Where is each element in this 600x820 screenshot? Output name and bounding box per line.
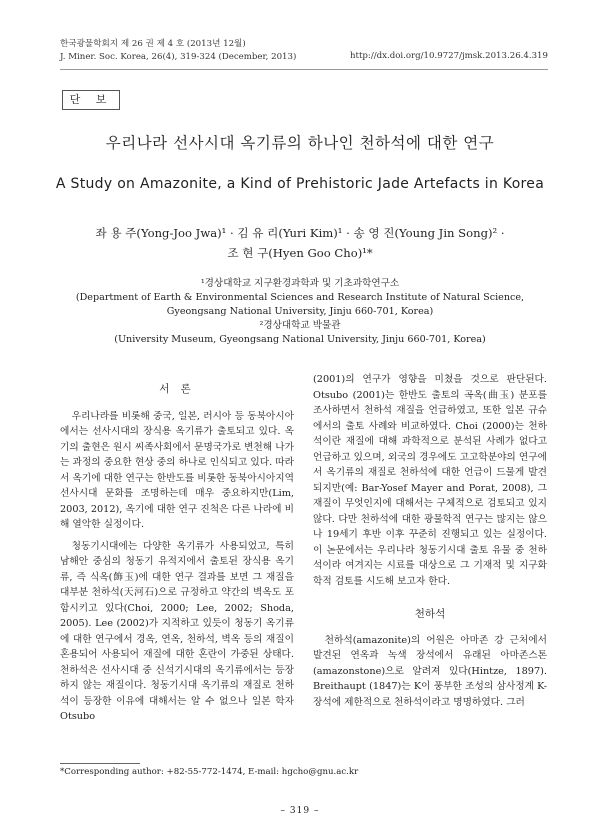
affiliation-1-ko: ¹경상대학교 지구환경과학과 및 기초과학연구소 [200, 278, 400, 289]
affiliation-2-ko: ²경상대학교 박물관 [259, 320, 341, 331]
amazonite-paragraph-1: 천하석(amazonite)의 어원은 아마존 강 근처에서 발견된 연옥과 녹색 장석에서 유래된 아마존스톤(amazonstone)으로 알려져 있다(Hintze, 1897). Breithaupt (1847)는 K이 풍부한 조성의 삼사정계 K-장석에 제한적으로 천하석이라고 명명하였다. 그러 [313, 634, 547, 708]
affiliation-2-en: (University Museum, Gyeongsang National University, Jinju 660-701, Korea) [114, 334, 486, 345]
article-type-badge: 단 보 [62, 90, 120, 110]
title-english: A Study on Amazonite, a Kind of Prehistoric Jade Artefacts in Korea [55, 176, 545, 192]
section-title-introduction: 서 론 [159, 383, 195, 395]
author-line-2: 조 현 구(Hyen Goo Cho)¹* [227, 246, 373, 260]
left-column [60, 382, 294, 725]
page-number: – 319 – [280, 806, 320, 816]
affiliations [0, 277, 600, 347]
intro-paragraph-1: 우리나라를 비롯해 중국, 일본, 러시아 등 동북아시아에서는 선사시대의 장식용 옥기류가 출토되고 있다. 옥기의 출현은 원시 씨족사회에서 문명국가로 변천해 나가는 과정의 중요한 현상 중의 하나로 인식되고 있다. 따라서 옥기에 대한 연구는 한반도를 비롯한 동북아시아지역 선사시대 문화를 조명하는데 매우 중요하지만(Lim, 2003, 2012), 옥기에 대한 연구 진척은 다른 나라에 비해 열악한 실정이다. [60, 410, 294, 530]
author-line-1: 좌 용 주(Yong-Joo Jwa)¹ · 김 유 리(Yuri Kim)¹ · 송 영 진(Young Jin Song)² · [95, 226, 505, 240]
footnote-rule [60, 763, 140, 764]
right-column [313, 372, 547, 710]
doi-link[interactable]: http://dx.doi.org/10.9727/jmsk.2013.26.4.319 [349, 51, 548, 61]
affiliation-1-en-cont: Gyeongsang National University, Jinju 660-701, Korea) [166, 306, 434, 317]
header-rule [60, 69, 548, 70]
journal-header [60, 38, 296, 64]
author-list [0, 223, 600, 263]
section-title-amazonite: 천하석 [414, 608, 446, 620]
journal-citation-en: J. Miner. Soc. Korea, 26(4), 319-324 (December, 2013) [60, 52, 297, 62]
intro-paragraph-3: (2001)의 연구가 영향을 미쳤을 것으로 판단된다. Otsubo (2001)는 한반도 출토의 곡옥(曲玉) 분포를 조사하면서 천하석 재질을 언급하였고, 또한 일본 규슈에서의 출토 사례와 비교하였다. Choi (2000)는 천하석이란 재질에 대해 과학적으로 분석된 사례가 없다고 언급하고 있으며, 외국의 경우에도 고고학분야의 연구에서 옥기류의 재질로 천하석에 대한 언급이 드물게 발견되지만(예: Bar-Yosef Mayer and Porat, 2008), 그 재질이 무엇인지에 대해서는 구체적으로 검토되고 있지 않다. 다만 천하석에 대한 광물학적 연구는 많지는 않으나 19세기 후반 이후 꾸준히 진행되고 있는 실정이다. 이 논문에서는 우리나라 청동기시대 출토 유물 중 천하석이라 여겨지는 시료를 대상으로 그 기재적 및 지구화학적 검토를 시도해 보고자 한다. [313, 374, 547, 587]
title-korean: 우리나라 선사시대 옥기류의 하나인 천하석에 대한 연구 [105, 134, 495, 152]
affiliation-1-en: (Department of Earth & Environmental Sciences and Research Institute of Natural Science, [75, 292, 525, 303]
corresponding-author-footnote: *Corresponding author: +82-55-772-1474, E-mail: hgcho@gnu.ac.kr [60, 767, 359, 777]
journal-name-ko: 한국광물학회지 제 26 권 제 4 호 (2013년 12월) [60, 39, 246, 49]
intro-paragraph-2: 청동기시대에는 다양한 옥기류가 사용되었고, 특히 남해안 중심의 청동기 유적지에서 출토된 장식용 옥기류, 즉 식옥(飾玉)에 대한 연구 결과를 보면 그 재질을 대부분 천하석(天河石)으로 규정하고 약간의 벽옥도 포함시키고 있다(Choi, 2000; Lee, 2002; Shoda, 2005). Lee (2002)가 지적하고 있듯이 청동기 옥기류에 대한 연구에서 경옥, 연옥, 천하석, 벽옥 등의 재질이 혼용되어 사용되어 재질에 대한 혼란이 가중된 상태다. 천하석은 선사시대 중 신석기시대의 옥기류에서는 등장하지 않는 재질이다. 청동기시대 옥기류의 재질로 천하석이 등장한 이유에 대해서는 알 수 없으나 일본 학자 Otsubo [60, 540, 294, 722]
